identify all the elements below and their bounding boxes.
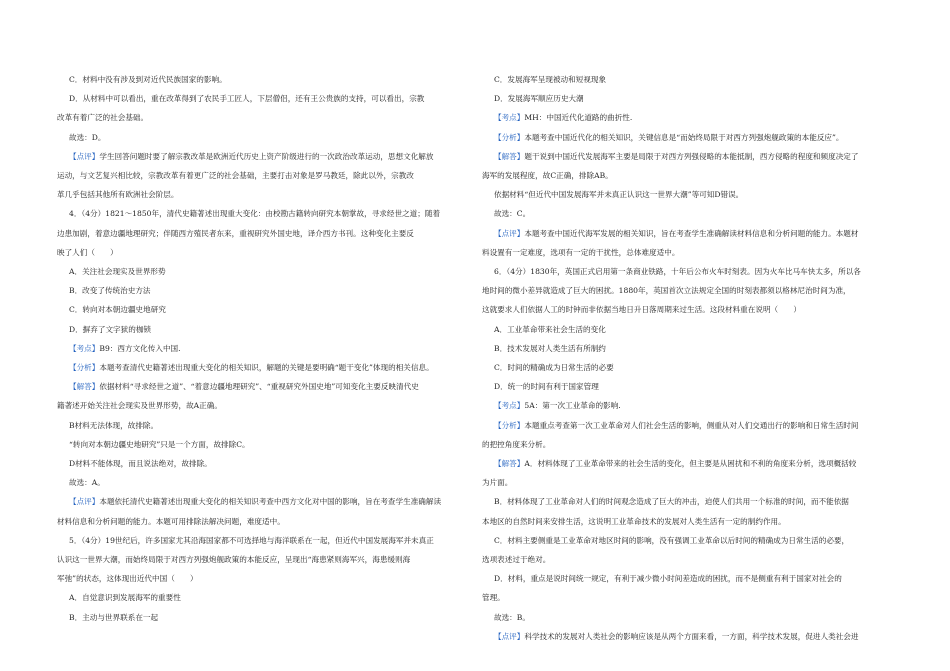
text-line <box>57 204 469 223</box>
line-text: D．发展海军顺应历史大潮 <box>494 94 584 104</box>
line-text: 运动，与文艺复兴相比较，宗教改革有着更广泛的社会基础，主要打击对象是罗马教廷，除此以外，宗教改 <box>57 171 414 181</box>
line-text: 的把控角度来分析。 <box>482 439 551 449</box>
text-line <box>57 243 469 262</box>
text-line <box>482 608 894 627</box>
text-line <box>57 262 469 281</box>
line-text: 本题依托清代史籍著述出现重大变化的相关知识考查中西方文化对中国的影响，旨在考查学生准确解读 <box>99 497 442 507</box>
text-line <box>482 243 894 262</box>
text-line <box>482 473 894 492</box>
section-tag: 【分析】 <box>494 420 525 430</box>
line-text: 海军的发展程度，故C正确，排除AB。 <box>482 171 613 181</box>
section-tag: 【分析】 <box>494 132 525 142</box>
line-text: D．从材料中可以看出，重在改革得到了农民手工匠人，下层僧侣，还有王公贵族的支持，可以看出，宗教 <box>69 94 425 104</box>
line-text: 本题考查中国近代海军发展的相关知识，旨在考查学生准确解读材料信息和分析问题的能力。本题材 <box>524 228 859 238</box>
line-text: 科学技术的发展对人类社会的影响应该是从两个方面来看，一方面，科学技术发展，促进人类社会进 <box>524 631 859 641</box>
text-line <box>482 512 894 531</box>
section-tag: 【考点】 <box>69 343 100 353</box>
section-tag: 【点评】 <box>69 151 100 161</box>
text-line <box>482 147 894 166</box>
line-text: 边患加剧，着意边疆地理研究；伴随西方殖民者东来，重视研究外国史地，译介西方书刊。这种变化主要反 <box>57 228 414 238</box>
line-text: D．材料，重点是说时间统一规定，有利于减少微小时间差造成的困扰，而不是侧重有利于国家对社会的 <box>494 574 842 584</box>
text-line <box>482 70 894 89</box>
section-tag: 【解答】 <box>69 382 100 392</box>
text-line <box>482 128 894 147</box>
line-text: 故选：B。 <box>494 612 530 622</box>
line-text: C．材料主要侧重是工业革命对地区时间的影响，没有强调工业革命以后时间的精确成为日常生活的必要， <box>494 535 850 545</box>
text-line <box>57 492 469 511</box>
text-line <box>482 108 894 127</box>
text-line <box>57 300 469 319</box>
text-line <box>482 416 894 435</box>
line-text: C．时间的精确成为日常生活的必要 <box>494 363 614 373</box>
line-text: MH：中国近代化道路的曲折性. <box>524 113 633 123</box>
text-line <box>57 128 469 147</box>
line-text: 本地区的自然时间来安排生活，这说明工业革命技术的发展对人类生活有一定的制约作用。 <box>482 516 786 526</box>
text-line <box>482 454 894 473</box>
section-tag: 【点评】 <box>494 631 525 641</box>
line-text: 管理。 <box>482 593 505 603</box>
text-line <box>57 588 469 607</box>
line-text: D．摒弃了文字狱的枷锁 <box>69 324 152 334</box>
text-line <box>57 224 469 243</box>
text-line <box>57 512 469 531</box>
line-text: B9：西方文化传入中国. <box>99 343 181 353</box>
text-line <box>57 185 469 204</box>
text-line <box>482 281 894 300</box>
line-text: A．关注社会现实及世界形势 <box>69 267 166 277</box>
text-line <box>57 339 469 358</box>
line-text: A．自觉意识到发展海军的重要性 <box>69 593 181 603</box>
text-line <box>57 569 469 588</box>
text-line <box>57 281 469 300</box>
text-line <box>482 300 894 319</box>
text-line <box>57 550 469 569</box>
text-line <box>57 70 469 89</box>
line-text: 材料信息和分析问题的能力。本题可用排除法解决问题，难度适中。 <box>57 516 285 526</box>
text-line <box>57 89 469 108</box>
text-line <box>482 89 894 108</box>
line-text: C．材料中没有涉及到对近代民族国家的影响。 <box>69 75 227 84</box>
line-text: 革几乎包括其他所有欧洲社会阶层。 <box>57 190 179 200</box>
text-line <box>57 166 469 185</box>
text-line <box>482 358 894 377</box>
text-line <box>482 588 894 607</box>
text-line <box>482 185 894 204</box>
text-line <box>57 147 469 166</box>
line-text: 籍著述开始关注社会现实及世界形势，故A正确。 <box>57 401 222 411</box>
line-text: B材料无法体现，故排除。 <box>69 420 159 430</box>
section-tag: 【考点】 <box>494 113 525 123</box>
text-line <box>482 320 894 339</box>
text-line <box>482 550 894 569</box>
line-text: C．转向对本朝边疆史地研究 <box>69 305 166 315</box>
line-text: A．材料体现了工业革命带来的社会生活的变化，但主要是从困扰和不利的角度来分析，选项概括较 <box>524 459 857 469</box>
line-text: D材料不能体现，而且说法绝对，故排除。 <box>69 459 212 469</box>
section-tag: 【分析】 <box>69 363 100 373</box>
line-text: 5．（4分）19世纪后，许多国家尤其沿海国家都不可选择地与海洋联系在一起，但近代中国发展海军并未真正 <box>69 535 434 545</box>
right-column <box>482 70 894 646</box>
line-text: 4．（4分）1821～1850年，清代史籍著述出现重大变化：由校勘古籍转向研究本朝掌故，寻求经世之道；随着 <box>69 209 441 219</box>
line-text: 映了人们（ ） <box>57 247 118 257</box>
line-text: B．主动与世界联系在一起 <box>69 612 159 622</box>
line-text: 认识这一世界大潮，而始终局限于对西方列强炮舰政策的本能反应，呈现出“海患紧则海军兴，海患缓则海 <box>57 555 411 565</box>
line-text: 改革有着广泛的社会基础。 <box>57 113 149 123</box>
text-line <box>482 339 894 358</box>
text-line <box>57 358 469 377</box>
text-line <box>482 262 894 281</box>
section-tag: 【点评】 <box>69 497 100 507</box>
section-tag: 【点评】 <box>494 228 525 238</box>
text-line <box>57 416 469 435</box>
line-text: 依据材料“但近代中国发展海军并未真正认识这一世界大潮”等可知D错误。 <box>494 190 744 200</box>
text-line <box>57 608 469 627</box>
line-text: A．工业革命带来社会生活的变化 <box>494 324 606 334</box>
text-line <box>482 531 894 550</box>
line-text: D．统一的时间有利于国家管理 <box>494 382 599 392</box>
text-line <box>57 377 469 396</box>
line-text: 本题重点考查第一次工业革命对人们社会生活的影响，侧重从对人们交通出行的影响和日常生活时间 <box>524 420 859 430</box>
line-text: 料设置有一定难度，选项有一定的干扰性，总体难度适中。 <box>482 247 680 257</box>
line-text: 依据材料“寻求经世之道”、“着意边疆地理研究”、“重视研究外国史地”可知变化主要反映清代史 <box>99 382 419 392</box>
line-text: 这就要求人们依据人工的时钟而非依据当地日升日落周期来过生活。这段材料重在说明（ ） <box>482 305 801 315</box>
text-line <box>482 435 894 454</box>
text-line <box>482 492 894 511</box>
text-line <box>482 377 894 396</box>
section-tag: 【考点】 <box>494 401 525 411</box>
line-text: “转向对本朝边疆史地研究”只是一个方面，故排除C。 <box>69 439 250 449</box>
text-line <box>482 224 894 243</box>
line-text: B．改变了传统治史方法 <box>69 286 151 296</box>
line-text: B．材料体现了工业革命对人们的时间观念造成了巨大的冲击，迫使人们共用一个标准的时间，而不能依据 <box>494 497 849 507</box>
line-text: 学生回答问题时要了解宗教改革是欧洲近代历史上资产阶级进行的一次政治改革运动，思想文化解放 <box>99 151 434 161</box>
section-tag: 【解答】 <box>494 459 525 469</box>
left-column <box>57 70 469 627</box>
line-text: 故选：C。 <box>494 209 531 219</box>
line-text: 6．（4分）1830年，英国正式启用第一条商业铁路，十年后公布火车时刻表。因为火车比马车快太多，所以各 <box>494 267 861 277</box>
line-text: 为片面。 <box>482 478 513 488</box>
text-line <box>482 627 894 646</box>
text-line <box>57 435 469 454</box>
line-text: B．技术发展对人类生活有所制约 <box>494 343 606 353</box>
line-text: 军弛”的状态，这体现出近代中国（ ） <box>57 574 198 584</box>
text-line <box>57 108 469 127</box>
text-line <box>57 531 469 550</box>
text-line <box>57 473 469 492</box>
text-line <box>482 396 894 415</box>
line-text: 题干说到中国近代发展海军主要是局限于对西方列强侵略的本能抵制，西方侵略的程度和频度决定了 <box>524 151 859 161</box>
line-text: 选项表述过于绝对。 <box>482 555 551 565</box>
text-line <box>57 396 469 415</box>
line-text: 故选：D。 <box>69 132 106 142</box>
section-tag: 【解答】 <box>494 151 525 161</box>
line-text: 地时间的微小差异就造成了巨大的困扰。1880年，英国首次立法规定全国的时刻表都须以格林尼治时间为准， <box>482 286 851 296</box>
text-line <box>482 204 894 223</box>
line-text: 本题考查清代史籍著述出现重大变化的相关知识，解题的关键是要明确“题干变化”体现的相关信息。 <box>99 363 434 373</box>
text-line <box>57 454 469 473</box>
text-line <box>57 320 469 339</box>
line-text: C．发展海军呈现被动和短视现象 <box>494 75 607 84</box>
text-line <box>482 166 894 185</box>
line-text: 5A：第一次工业革命的影响. <box>524 401 621 411</box>
text-line <box>482 569 894 588</box>
line-text: 故选：A。 <box>69 478 105 488</box>
line-text: 本题考查中国近代化的相关知识，关键信息是“而始终局限于对西方列强炮舰政策的本能反应”。 <box>524 132 844 142</box>
